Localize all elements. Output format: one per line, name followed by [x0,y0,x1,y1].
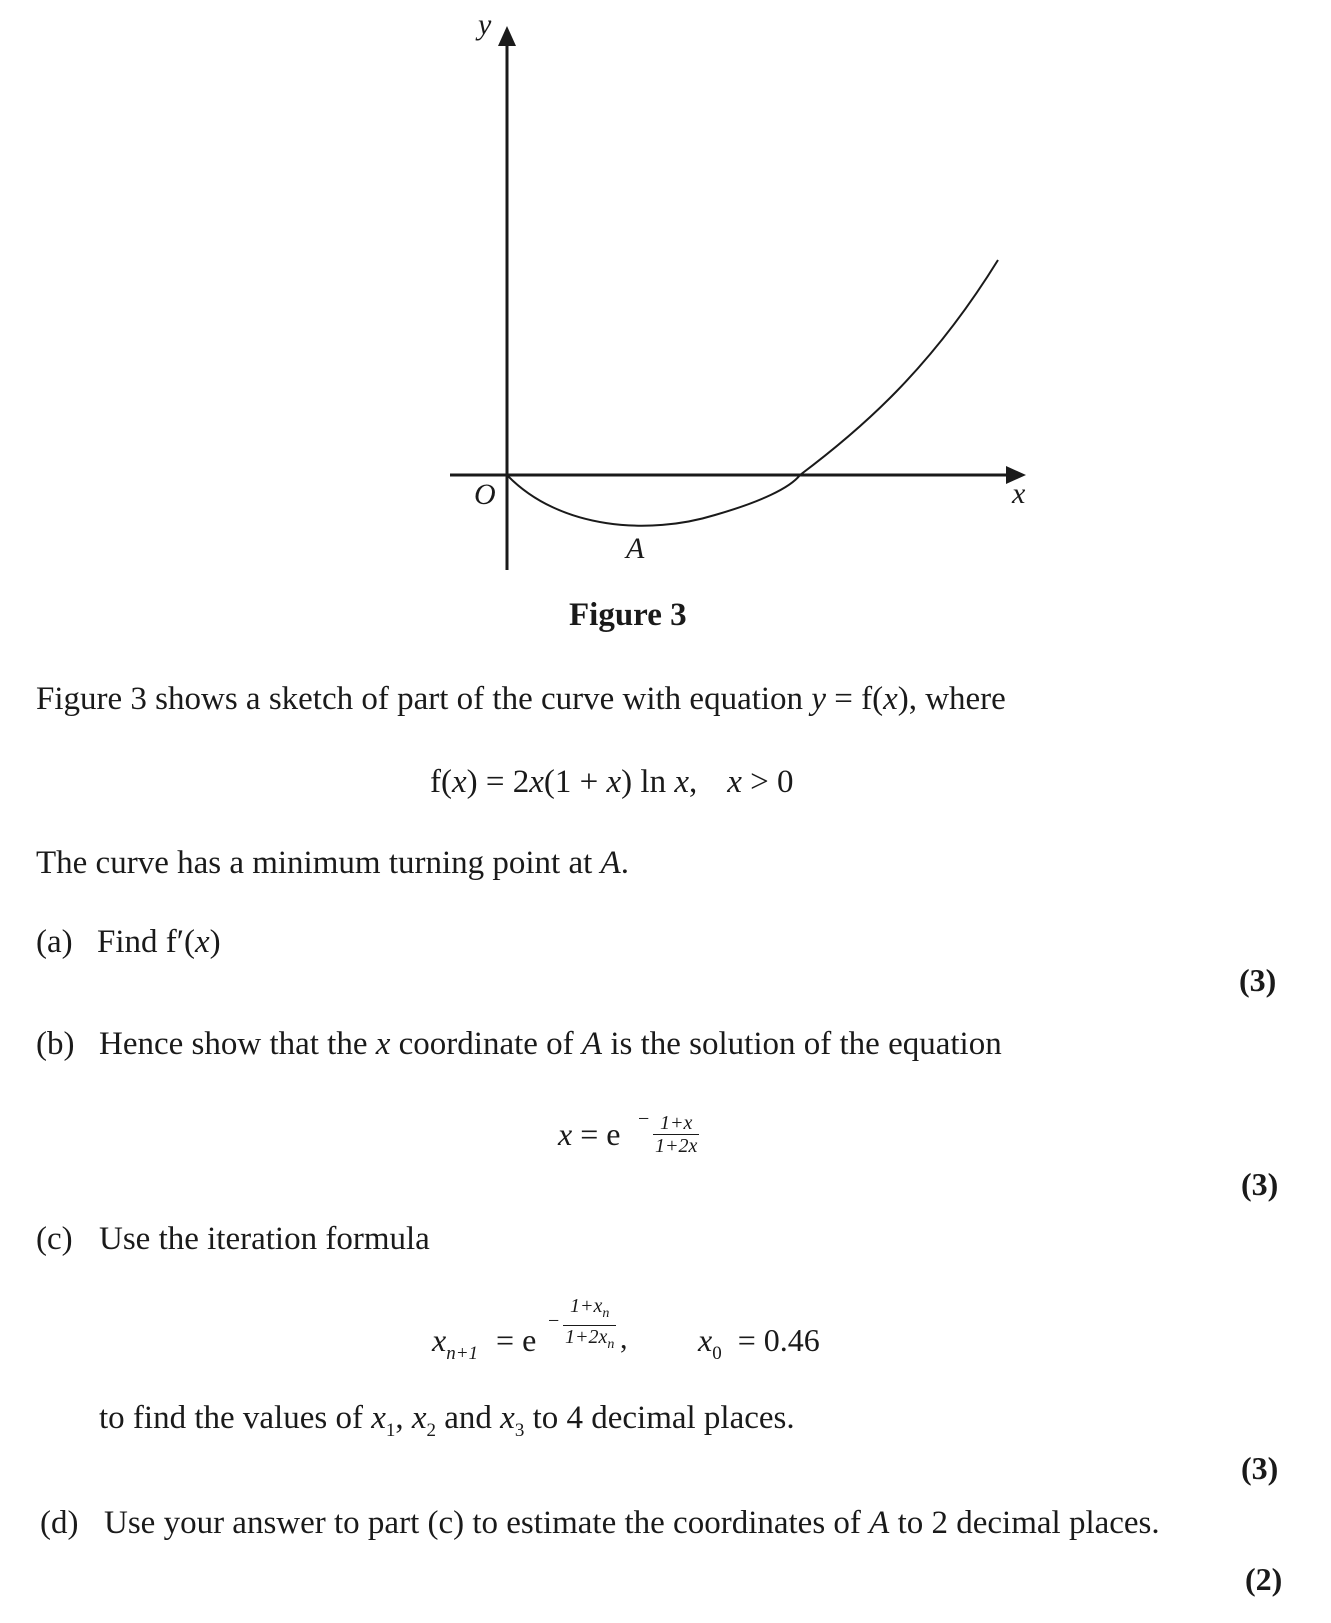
x0-var: x [698,1322,713,1358]
formula-x: x [606,764,622,800]
intro-line-1-end: ), where [897,681,1006,717]
y-axis-label: y [478,8,492,41]
intro-y-var: y [811,681,826,717]
part-a-text [97,922,221,962]
part-d-point-a: A [869,1505,890,1541]
formula-part: ) = 2 [466,764,530,800]
part-a-marks: (3) [1239,962,1277,998]
part-d-text-start: Use your answer to part (c) to estimate the coordinates of [104,1505,870,1541]
iter-den-text: 1+2x [565,1326,608,1348]
part-b-text [99,1024,1002,1064]
followup-x: x [371,1400,386,1436]
part-b-exp-minus: − [638,1108,650,1130]
iteration-comma: , [620,1322,628,1355]
intro-line-1-start: Figure 3 shows a sketch of part of the curve with equation [36,681,812,717]
part-c-marks: (3) [1241,1450,1279,1486]
part-c-label: (c) [36,1221,73,1257]
part-b-text-mid: coordinate of [390,1026,582,1062]
part-b-equation [558,1116,620,1153]
curve-f [507,260,998,526]
intro-line-1 [36,679,1006,719]
function-formula [430,762,794,802]
iteration-exponent-fraction [563,1295,616,1356]
part-b-marks: (3) [1241,1166,1279,1202]
part-b-text-end: is the solution of the equation [602,1026,1002,1062]
followup-sep: , [395,1400,412,1436]
formula-condition: > 0 [741,764,794,800]
origin-label: O [474,478,496,511]
part-a-label: (a) [36,924,73,960]
iter-num-text: 1+x [570,1295,603,1317]
iter-equals-e: = e [488,1322,537,1358]
formula-part: (1 + [543,764,607,800]
figure-3-graph [0,0,1331,570]
initial-value [698,1322,820,1364]
part-b-x: x [375,1026,391,1062]
iter-den-sub: n [607,1337,615,1352]
part-b-exponent-fraction [653,1112,699,1157]
iter-denominator [563,1326,616,1356]
followup-end: to 4 decimal places. [524,1400,795,1436]
part-c-followup [99,1398,795,1441]
exp-numerator: 1+x [653,1112,699,1135]
followup-x: x [411,1400,427,1436]
formula-x: x [674,764,689,800]
iteration-lhs [432,1322,537,1364]
followup-sub: 1 [385,1420,396,1441]
intro-line-2 [36,843,629,883]
exp-denominator: 1+2x [655,1135,698,1157]
iter-numerator [563,1295,616,1326]
x0-subscript: 0 [712,1343,722,1364]
part-a-text-end: ) [209,924,221,960]
intro-x-var: x [883,681,898,717]
followup-start: to find the values of [99,1400,372,1436]
eq-equals-e: = e [572,1116,621,1152]
formula-x: x [451,764,467,800]
part-d-text [104,1503,1160,1543]
formula-f: f( [430,764,452,800]
part-d-text-end: to 2 decimal places. [889,1505,1160,1541]
iter-num-sub: n [602,1306,610,1321]
intro-eq: = f( [825,681,884,717]
formula-part: ) ln [621,764,675,800]
part-c-text: Use the iteration formula [99,1221,430,1257]
formula-x: x [529,764,544,800]
part-a-text-start: Find f′( [97,924,195,960]
y-axis-arrow-icon [498,26,516,46]
formula-comma: , [689,764,698,800]
followup-x: x [500,1400,515,1436]
x0-value: = 0.46 [729,1322,820,1358]
intro-line-2-start: The curve has a minimum turning point at [36,845,601,881]
iteration-exp-minus: − [548,1310,560,1332]
part-b-text-start: Hence show that the [99,1026,376,1062]
formula-x: x [727,764,742,800]
intro-point-a: A [600,845,621,881]
part-d-marks: (2) [1245,1561,1283,1597]
part-b-label: (b) [36,1026,75,1062]
x-axis-label: x [1012,477,1026,510]
part-d-label: (d) [40,1505,79,1541]
iter-x: x [432,1322,447,1358]
followup-sub: 2 [426,1420,436,1441]
intro-line-2-end: . [620,845,629,881]
followup-sub: 3 [514,1420,525,1441]
figure-caption: Figure 3 [569,597,687,633]
point-a-label: A [626,532,645,565]
followup-and: and [436,1400,501,1436]
part-a-x: x [194,924,210,960]
part-b-point-a: A [581,1026,603,1062]
eq-lhs-x: x [558,1116,573,1152]
iter-subscript: n+1 [446,1343,479,1364]
